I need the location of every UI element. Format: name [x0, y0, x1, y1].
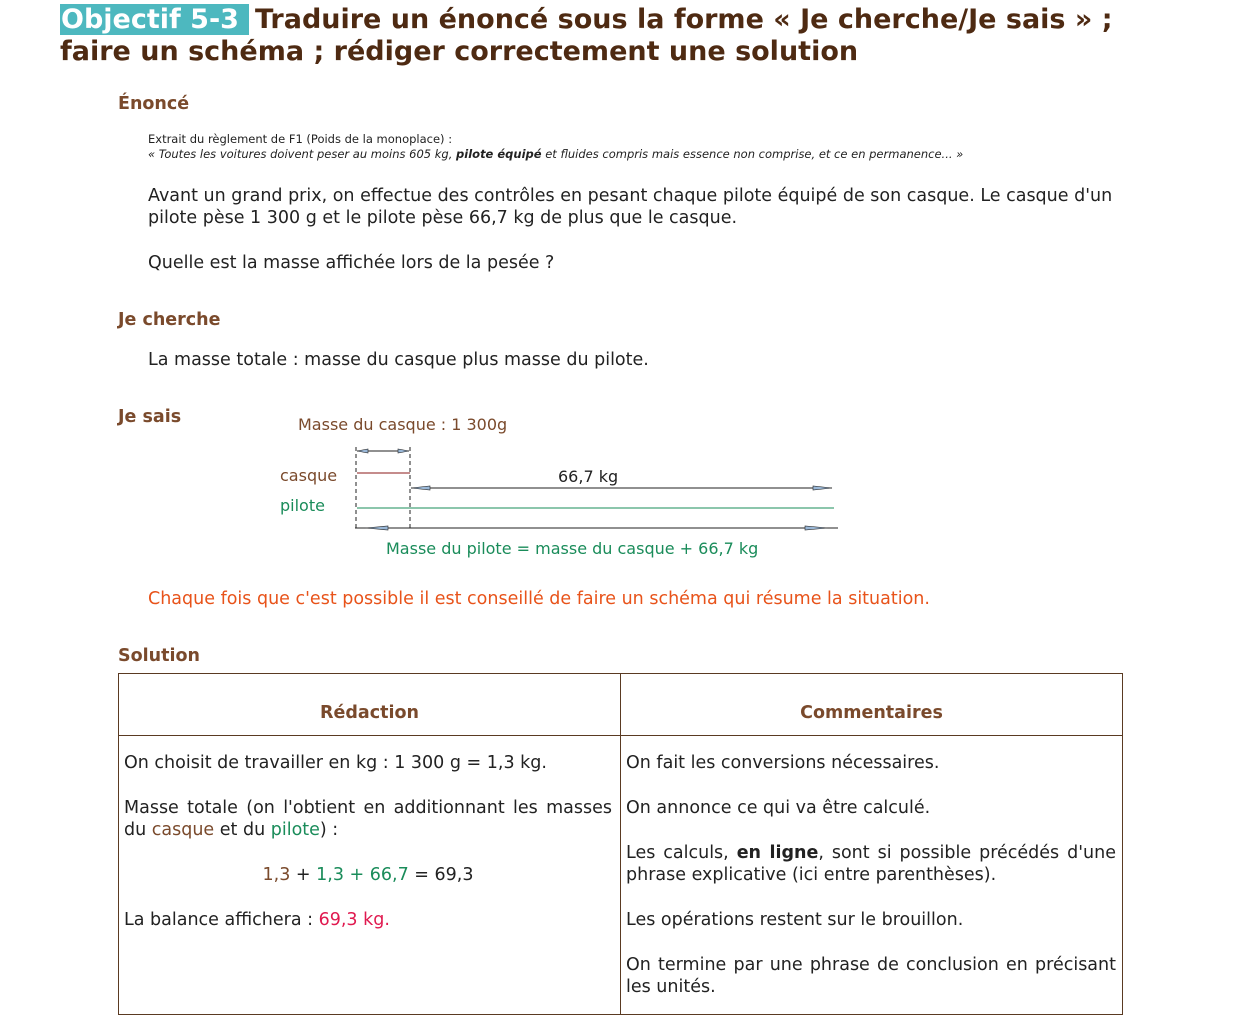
- schema-label-casque-mass: Masse du casque : 1 300g: [298, 415, 508, 434]
- comment-operations: Les opérations restent sur le brouillon.: [626, 910, 964, 930]
- solution-heading: Solution: [118, 646, 200, 666]
- extract-quote: [148, 147, 963, 162]
- schema-label-casque: casque: [280, 466, 338, 485]
- redaction-calculation: [124, 864, 612, 886]
- enonce-heading: Énoncé: [118, 94, 190, 114]
- quote-end: et fluides compris mais essence non comprise, et ce en permanence... »: [541, 147, 964, 161]
- table-header-row: [119, 674, 1123, 736]
- calc-result: = 69,3: [408, 865, 474, 885]
- total-word-casque: casque: [151, 820, 215, 840]
- commentaires-cell: [621, 736, 1123, 1015]
- question: Quelle est la masse affichée lors de la pesée ?: [148, 253, 555, 273]
- problem-statement: Avant un grand prix, on effectue des contrôles en pesant chaque pilote équipé de son casque. Le casque d'un pilote pèse 1 300 g et le pilote pèse 66,7 kg de plus que le casque.: [148, 186, 1113, 228]
- redaction-line-total: [124, 797, 612, 841]
- schema-label-pilote-mass: Masse du pilote = masse du casque + 66,7 kg: [386, 539, 759, 558]
- comment-calc-b: , sont si possible précédés d'une phrase explicative (ici entre parenthèses).: [626, 843, 1116, 885]
- col-redaction: Rédaction: [119, 674, 621, 736]
- rule-extract: [148, 132, 963, 162]
- total-word-pilote: pilote: [270, 820, 320, 840]
- arrowhead: [357, 449, 368, 453]
- conclusion-value: 69,3 kg.: [318, 910, 390, 930]
- calc-plus: +: [290, 865, 317, 885]
- total-text-a: Masse totale (on l'obtient en additionnant les masses du: [124, 798, 612, 840]
- conclusion-text: La balance affichera :: [124, 910, 319, 930]
- table-row: [119, 736, 1123, 1015]
- comment-announce: On annonce ce qui va être calculé.: [626, 798, 931, 818]
- solution-table: [118, 673, 1123, 1015]
- schema-label-difference: 66,7 kg: [558, 467, 619, 486]
- je-cherche-heading: Je cherche: [118, 310, 221, 330]
- extract-intro: Extrait du règlement de F1 (Poids de la monoplace) :: [148, 132, 453, 146]
- comment-calculations: [626, 842, 1116, 886]
- comment-conversion: On fait les conversions nécessaires.: [626, 753, 940, 773]
- quote-bold: pilote équipé: [456, 147, 542, 161]
- schema-advice: Chaque fois que c'est possible il est conseillé de faire un schéma qui résume la situation.: [148, 589, 930, 609]
- calc-pilote: 1,3 + 66,7: [316, 865, 409, 885]
- arrowhead: [813, 486, 832, 490]
- total-text-b: et du: [214, 820, 271, 840]
- redaction-line-conversion: On choisit de travailler en kg : 1 300 g = 1,3 kg.: [124, 753, 547, 773]
- calc-casque: 1,3: [262, 865, 291, 885]
- schema-label-pilote: pilote: [280, 496, 325, 515]
- comment-calc-bold: en ligne: [736, 843, 819, 863]
- je-cherche-text: La masse totale : masse du casque plus masse du pilote.: [148, 350, 649, 370]
- arrowhead: [398, 449, 409, 453]
- quote-start: « Toutes les voitures doivent peser au moins 605 kg,: [148, 147, 457, 161]
- arrowhead: [365, 526, 388, 530]
- page-title: [60, 4, 1180, 68]
- redaction-cell: [119, 736, 621, 1015]
- arrowhead: [411, 486, 430, 490]
- redaction-conclusion: [124, 909, 612, 931]
- comment-conclusion: On termine par une phrase de conclusion en précisant les unités.: [626, 955, 1116, 997]
- comment-calc-a: Les calculs,: [626, 843, 737, 863]
- arrowhead: [805, 526, 828, 530]
- total-text-c: ) :: [319, 820, 339, 840]
- je-sais-heading: Je sais: [118, 407, 182, 427]
- objective-title: Traduire un énoncé sous la forme « Je cherche/Je sais » ; faire un schéma ; rédiger correctement une solution: [60, 4, 1113, 67]
- col-commentaires: Commentaires: [621, 674, 1123, 736]
- objective-tag: Objectif 5-3: [60, 4, 249, 35]
